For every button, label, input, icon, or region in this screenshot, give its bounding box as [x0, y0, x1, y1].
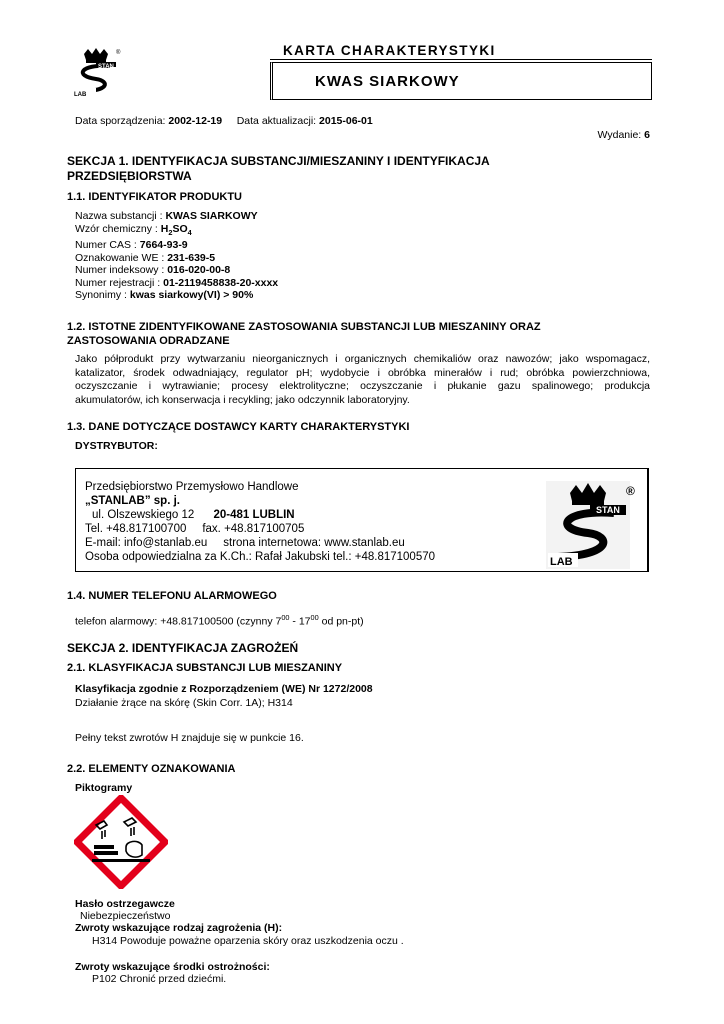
we-row: [75, 252, 278, 265]
city: 20-481 LUBLIN: [213, 509, 295, 521]
company-logo: [70, 46, 128, 98]
formula-value: $H_2SO_4$: [160, 222, 192, 237]
synonyms-value: kwas siarkowy(VI) > 90%: [129, 289, 254, 302]
product-identifiers: [75, 210, 278, 302]
s12-title-line1: 1.2. ISTOTNE ZIDENTYFIKOWANE ZASTOSOWANIA SUBSTANCJI LUB MIESZANINY ORAZ: [67, 321, 541, 333]
uses-line3: oczyszczanie i wytrawianie; procesy elektrolityczne; oczyszczanie i płukanie gazu spalinowego; produkcja: [75, 380, 650, 392]
distributor-logo-lab: LAB: [550, 556, 573, 568]
s22-title: 2.2. ELEMENTY OZNAKOWANIA: [67, 763, 236, 775]
s12-title-line2: ZASTOSOWANIA ODRADZANE: [67, 335, 230, 347]
registration-value: 01-2119458838-20-xxxx: [163, 276, 279, 289]
distributor-box: [75, 468, 649, 572]
responsible-person: Osoba odpowiedzialna za K.Ch.: Rafał Jakubski tel.: +48.817100570: [85, 551, 436, 563]
section1-title-line1: SEKCJA 1. IDENTYFIKACJA SUBSTANCJI/MIESZANINY I IDENTYFIKACJA: [67, 154, 490, 168]
logo-lab-text: LAB: [74, 92, 87, 98]
name-label: Nazwa substancji :: [75, 210, 163, 222]
classification-value: Działanie żrące na skórę (Skin Corr. 1A); H314: [75, 697, 293, 709]
distributor-label: DYSTRYBUTOR:: [75, 440, 158, 452]
uses-text: [75, 353, 650, 407]
signal-word-value: Niebezpieczeństwo: [80, 910, 171, 922]
edition-value: 6: [644, 129, 650, 141]
dates-line: [75, 115, 373, 128]
hazard-statement-h314: H314 Powoduje poważne oparzenia skóry oraz uszkodzenia oczu .: [92, 935, 404, 947]
street: ul. Olszewskiego 12: [92, 509, 195, 521]
cas-label: Numer CAS :: [75, 239, 137, 252]
section2-title: SEKCJA 2. IDENTYFIKACJA ZAGROŻEŃ: [67, 641, 299, 655]
phone: Tel. +48.817100700: [85, 523, 187, 535]
section1-title: [67, 154, 490, 184]
s12-title: [67, 320, 541, 348]
index-row: [75, 264, 278, 277]
index-label: Numer indeksowy :: [75, 264, 165, 277]
registration-label: Numer rejestracji :: [75, 276, 161, 289]
index-value: 016-020-00-8: [167, 264, 231, 277]
updated-value: 2015-06-01: [319, 115, 373, 127]
uses-line1: Jako półprodukt przy wytwarzaniu nieorganicznych i organicznych chemikaliów oraz nawozów; jako wspomagacz,: [75, 353, 650, 365]
pictograms-label: Piktogramy: [75, 782, 133, 794]
name-value: KWAS SIARKOWY: [165, 210, 258, 222]
classification-label: Klasyfikacja zgodnie z Rozporządzeniem (WE) Nr 1272/2008: [75, 683, 373, 695]
updated-label: Data aktualizacji:: [236, 115, 317, 127]
s11-title: 1.1. IDENTYFIKATOR PRODUKTU: [67, 191, 242, 203]
email[interactable]: E-mail: info@stanlab.eu: [85, 537, 208, 549]
logo-stan-text: STAN: [98, 64, 114, 70]
section1-title-line2: PRZEDSIĘBIORSTWA: [67, 169, 192, 183]
uses-line2: katalizator, środek odwadniający, regulator pH; wydobycie i obróbka minerałów i rud; obróbka powierzchniowa,: [75, 366, 650, 379]
header-divider: [270, 59, 652, 60]
cas-value: 7664-93-9: [139, 239, 188, 252]
phone-row: [85, 522, 304, 536]
edition-label: Wydanie:: [597, 129, 642, 141]
registration-row: [75, 277, 278, 290]
corrosion-pictogram-icon: [74, 795, 168, 889]
synonyms-label: Synonimy :: [75, 289, 127, 302]
edition-line: [598, 129, 650, 142]
synonyms-row: [75, 289, 278, 302]
substance-name-row: [75, 210, 278, 223]
created-value: 2002-12-19: [168, 115, 223, 127]
precautionary-statement-p102: P102 Chronić przed dziećmi.: [92, 973, 227, 985]
distributor-logo: [544, 479, 644, 571]
contact-web-row: [85, 536, 405, 550]
product-title-box: [270, 62, 652, 100]
signal-word-label: Hasło ostrzegawcze: [75, 898, 175, 910]
company-line1: Przedsiębiorstwo Przemysłowo Handlowe: [85, 481, 299, 493]
formula-row: [75, 223, 278, 240]
we-label: Oznakowanie WE :: [75, 251, 165, 264]
precautionary-statements-label: Zwroty wskazujące środki ostrożności:: [75, 961, 270, 973]
full-text-note: Pełny tekst zwrotów H znajduje się w punkcie 16.: [75, 732, 304, 744]
s13-title: 1.3. DANE DOTYCZĄCE DOSTAWCY KARTY CHARAKTERYSTYKI: [67, 421, 410, 433]
distributor-logo-stan: STAN: [596, 505, 620, 515]
created-label: Data sporządzenia:: [75, 115, 166, 127]
uses-line4: akumulatorów, ich konserwacja i recykling; jako odczynnik laboratoryjny.: [75, 393, 410, 406]
product-title: KWAS SIARKOWY: [315, 73, 460, 90]
formula-label: Wzór chemiczny :: [75, 222, 158, 235]
fax: fax. +48.817100705: [202, 523, 305, 535]
hazard-statements-label: Zwroty wskazujące rodzaj zagrożenia (H):: [75, 922, 283, 934]
s21-title: 2.1. KLASYFIKACJA SUBSTANCJI LUB MIESZANINY: [67, 662, 343, 674]
logo-registered-mark: ®: [116, 50, 121, 56]
we-value: 231-639-5: [167, 251, 216, 264]
cas-row: [75, 239, 278, 252]
distributor-logo-reg: ®: [626, 484, 635, 498]
alarm-phone: telefon alarmowy: +48.817100500 (czynny $7^{00} - 17^{00}$ od pn-pt): [75, 613, 364, 628]
company-name: „STANLAB” sp. j.: [85, 495, 180, 507]
website[interactable]: strona internetowa: www.stanlab.eu: [223, 537, 405, 549]
address-row: [92, 508, 295, 522]
document-title: KARTA CHARAKTERYSTYKI: [283, 43, 496, 58]
s14-title: 1.4. NUMER TELEFONU ALARMOWEGO: [67, 590, 277, 602]
